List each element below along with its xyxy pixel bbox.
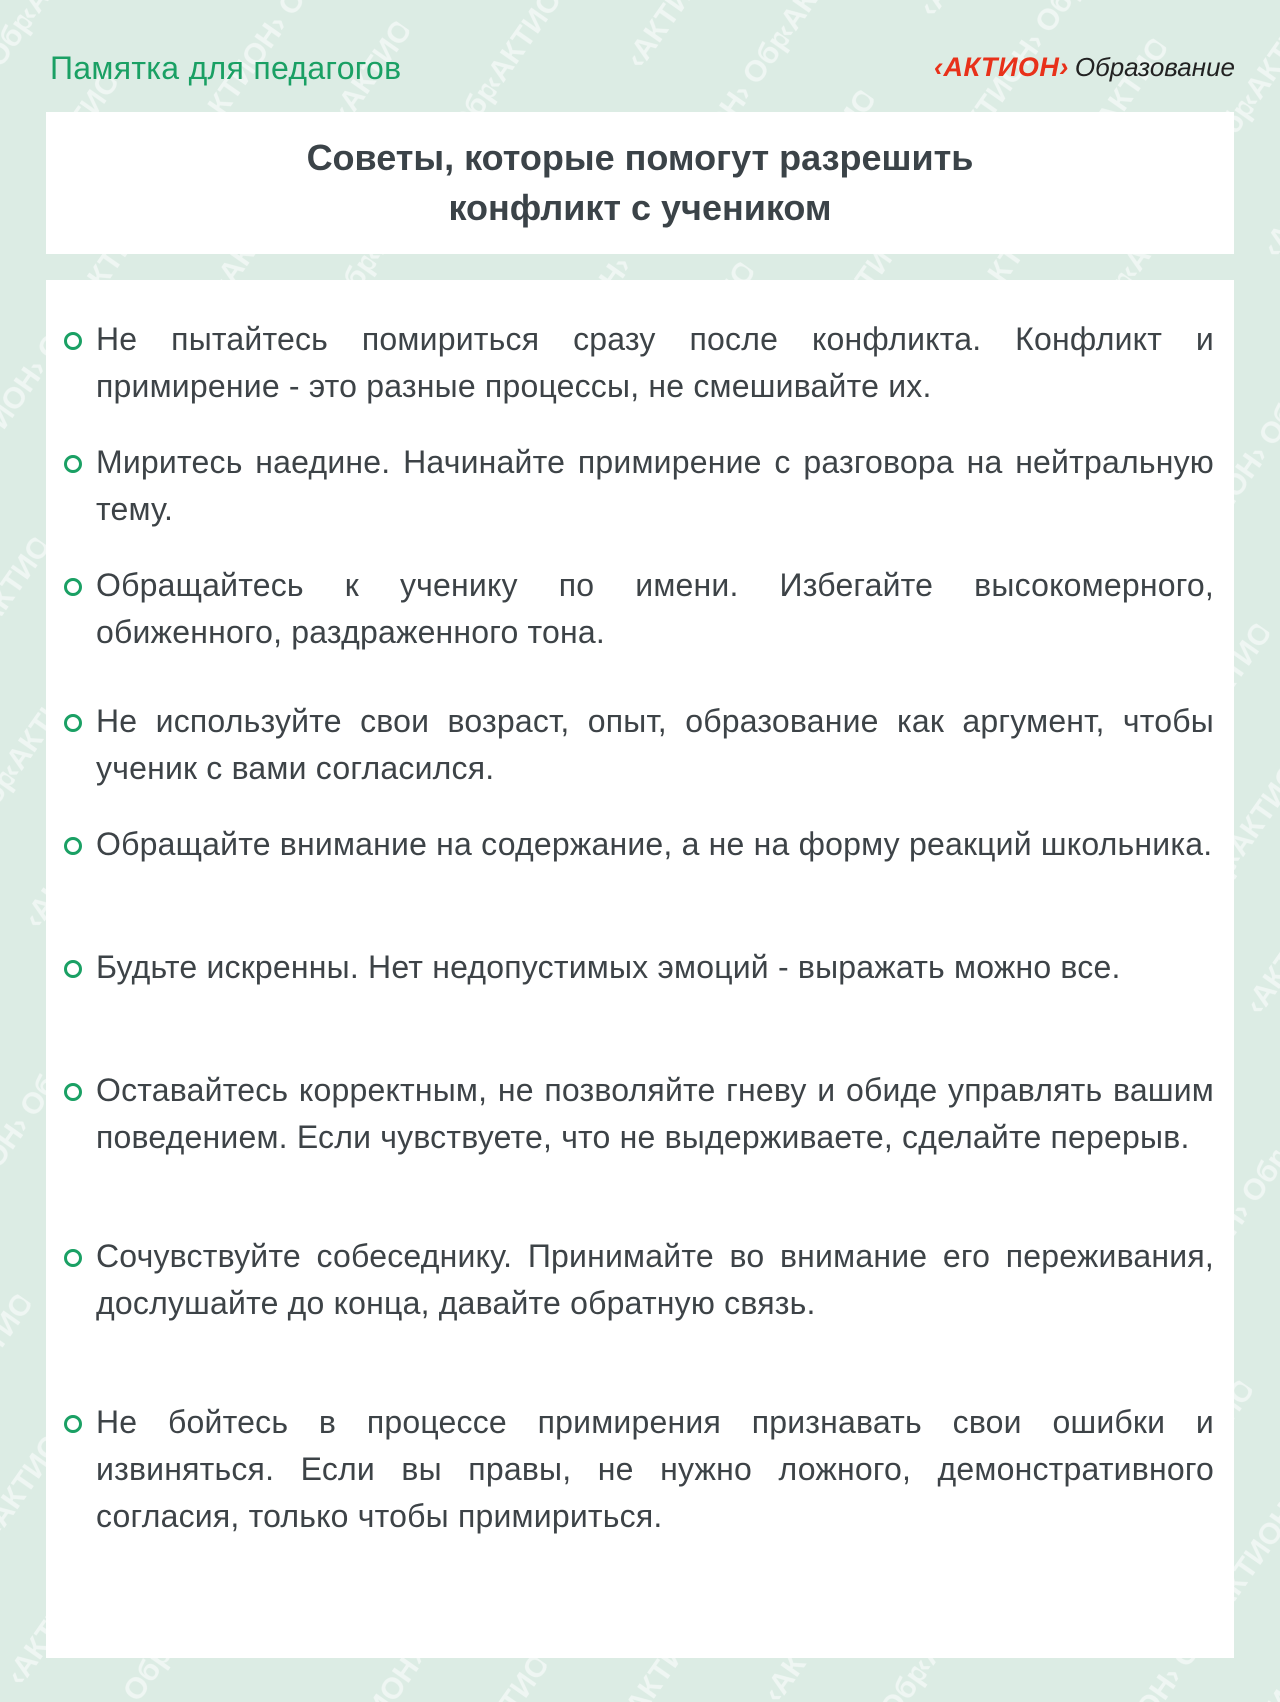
- tip-item: [64, 1399, 1214, 1540]
- circle-bullet-icon: [64, 455, 82, 473]
- page-title-line-1: Советы, которые помогут разрешить: [306, 137, 974, 178]
- circle-bullet-icon: [64, 1083, 82, 1101]
- tip-item: [64, 562, 1214, 656]
- circle-bullet-icon: [64, 837, 82, 855]
- tip-text: Миритесь наедине. Начинайте примирение с разговора на нейтральную тему.: [96, 444, 1214, 527]
- header-title: Памятка для педагогов: [50, 50, 402, 86]
- circle-bullet-icon: [64, 960, 82, 978]
- tip-item: [64, 316, 1214, 410]
- brand-subtitle: Образование: [1074, 52, 1235, 82]
- tip-text: Не бойтесь в процессе примирения признавать свои ошибки и извиняться. Если вы правы, не нужно ложного, демонстративного согласия, только чтобы примириться.: [96, 1404, 1214, 1534]
- brand-logo: [934, 52, 1235, 83]
- tip-item: [64, 439, 1214, 533]
- tip-text: Обращайте внимание на содержание, а не на форму реакций школьника.: [96, 826, 1213, 862]
- tip-text: Оставайтесь корректным, не позволяйте гневу и обиде управлять вашим поведением. Если чувствуете, что не выдерживаете, сделайте перерыв.: [96, 1072, 1214, 1155]
- tip-item: [64, 821, 1214, 868]
- brand-mark: ‹АКТИОН›: [934, 52, 1069, 82]
- page-header: [50, 44, 1235, 94]
- tip-text: Будьте искренны. Нет недопустимых эмоций - выражать можно все.: [96, 949, 1121, 985]
- tip-text: Сочувствуйте собеседнику. Принимайте во внимание его переживания, дослушайте до конца, давайте обратную связь.: [96, 1238, 1214, 1321]
- title-card: [46, 112, 1234, 254]
- tip-item: [64, 1233, 1214, 1327]
- tip-text: Не используйте свои возраст, опыт, образование как аргумент, чтобы ученик с вами согласился.: [96, 703, 1214, 786]
- tip-item: [64, 1067, 1214, 1161]
- circle-bullet-icon: [64, 332, 82, 350]
- tip-item: [64, 698, 1214, 792]
- tip-item: [64, 944, 1214, 991]
- circle-bullet-icon: [64, 1249, 82, 1267]
- tips-card: [46, 280, 1234, 1658]
- page-title-line-2: конфликт с учеником: [448, 187, 832, 228]
- circle-bullet-icon: [64, 1415, 82, 1433]
- tip-text: Не пытайтесь помириться сразу после конфликта. Конфликт и примирение - это разные процессы, не смешивайте их.: [96, 321, 1214, 404]
- tip-text: Обращайтесь к ученику по имени. Избегайте высокомерного, обиженного, раздраженного тона.: [96, 567, 1214, 650]
- circle-bullet-icon: [64, 578, 82, 596]
- circle-bullet-icon: [64, 714, 82, 732]
